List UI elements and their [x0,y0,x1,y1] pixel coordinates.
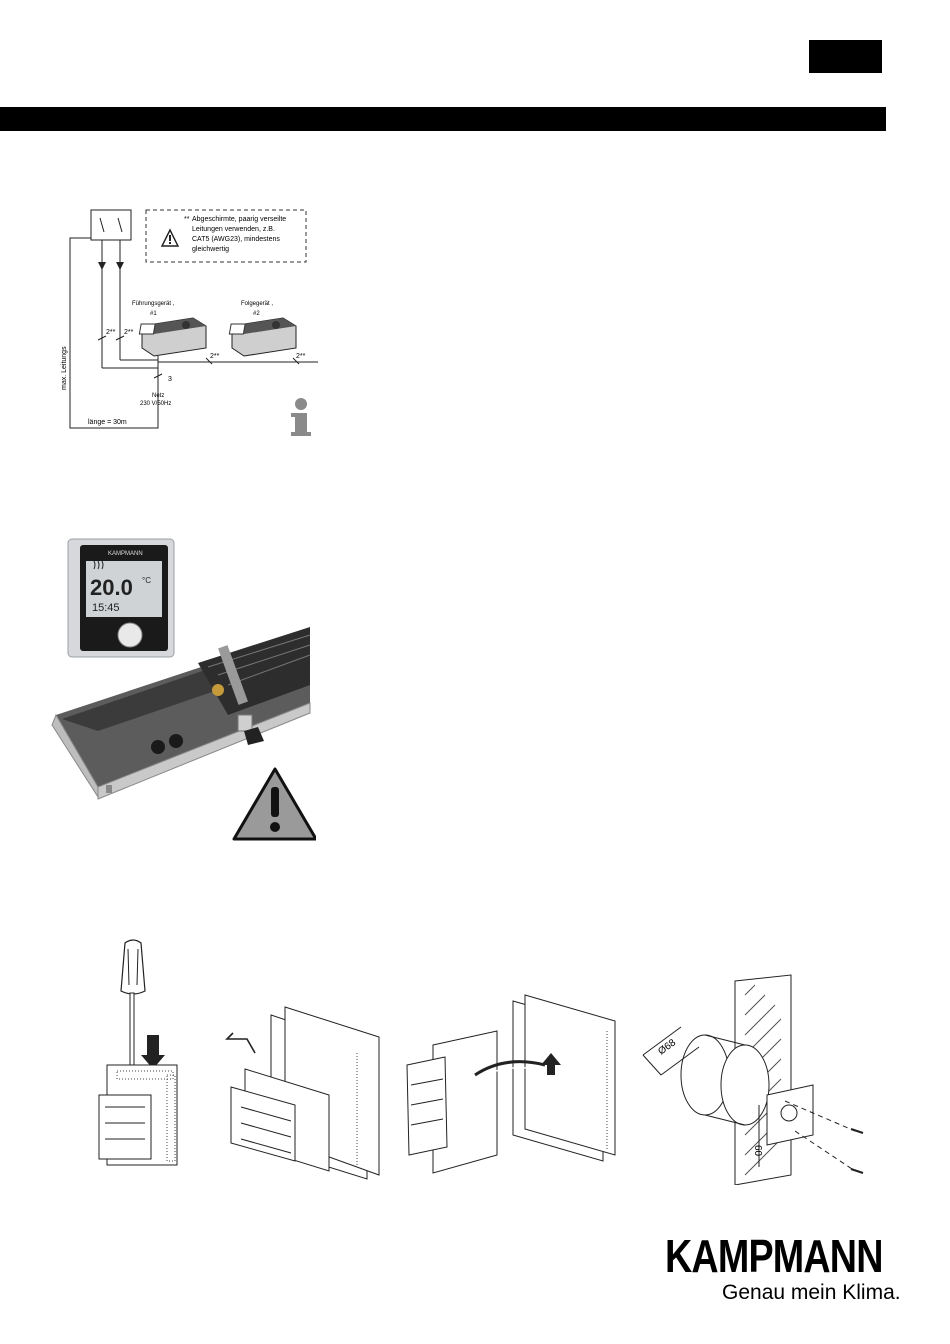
height-label: 60 [752,1145,763,1157]
step-3-connect [407,995,615,1173]
lead-device [139,318,206,356]
thermostat-temperature: 20.0 [90,575,133,600]
room-thermostat [68,539,174,657]
follow-device [229,318,296,356]
note-line-3: CAT5 (AWG23), mindestens [192,236,280,243]
title-bar [0,107,886,131]
brand-logo [665,1230,901,1312]
mounting-steps [95,935,875,1185]
logo-tagline: Genau mein Klima. [722,1281,901,1304]
lead-device-number: #1 [150,311,157,317]
step-1-release [99,940,177,1165]
cable-label-c: 2** [210,353,220,360]
info-icon [291,398,311,436]
thermostat-brand: KAMPMANN [108,551,143,557]
switch-box [91,210,131,240]
down-arrow-icon [141,1035,165,1069]
cable-label-b: 2** [124,329,134,336]
language-tab [809,40,882,73]
follow-device-label: Folgegerät , [241,301,274,307]
wiring-diagram [58,200,318,440]
step-4-install [643,975,863,1185]
thermostat-clock: 15:45 [92,602,120,614]
step-2-separate [227,1007,379,1179]
cable-label-d: 2** [296,353,306,360]
follow-device-number: #2 [253,311,260,317]
max-length-label: max. Leitungs [61,346,68,390]
note-line-4: gleichwertig [192,246,229,253]
lead-device-label: Führungsgerät , [132,301,175,307]
note-line-2: Leitungen verwenden, z.B. [192,226,275,233]
thermostat-unit: °C [142,576,151,585]
mains-label: Netz [152,393,165,399]
note-line-1: Abgeschirmte, paarig verseilte [192,216,287,223]
cable-label-a: 2** [106,329,116,336]
note-marker: ** [184,216,190,223]
warning-icon [234,769,316,839]
mains-count: 3 [168,376,172,383]
thermostat-knob [118,623,142,647]
mains-value: 230 V/50Hz [140,401,172,407]
product-photo [48,535,316,845]
diameter-label: Ø68 [656,1037,679,1058]
curved-arrow-icon [227,1033,255,1053]
logo-wordmark: KAMPMANN [665,1230,883,1282]
max-length-value: länge = 30m [88,419,127,426]
